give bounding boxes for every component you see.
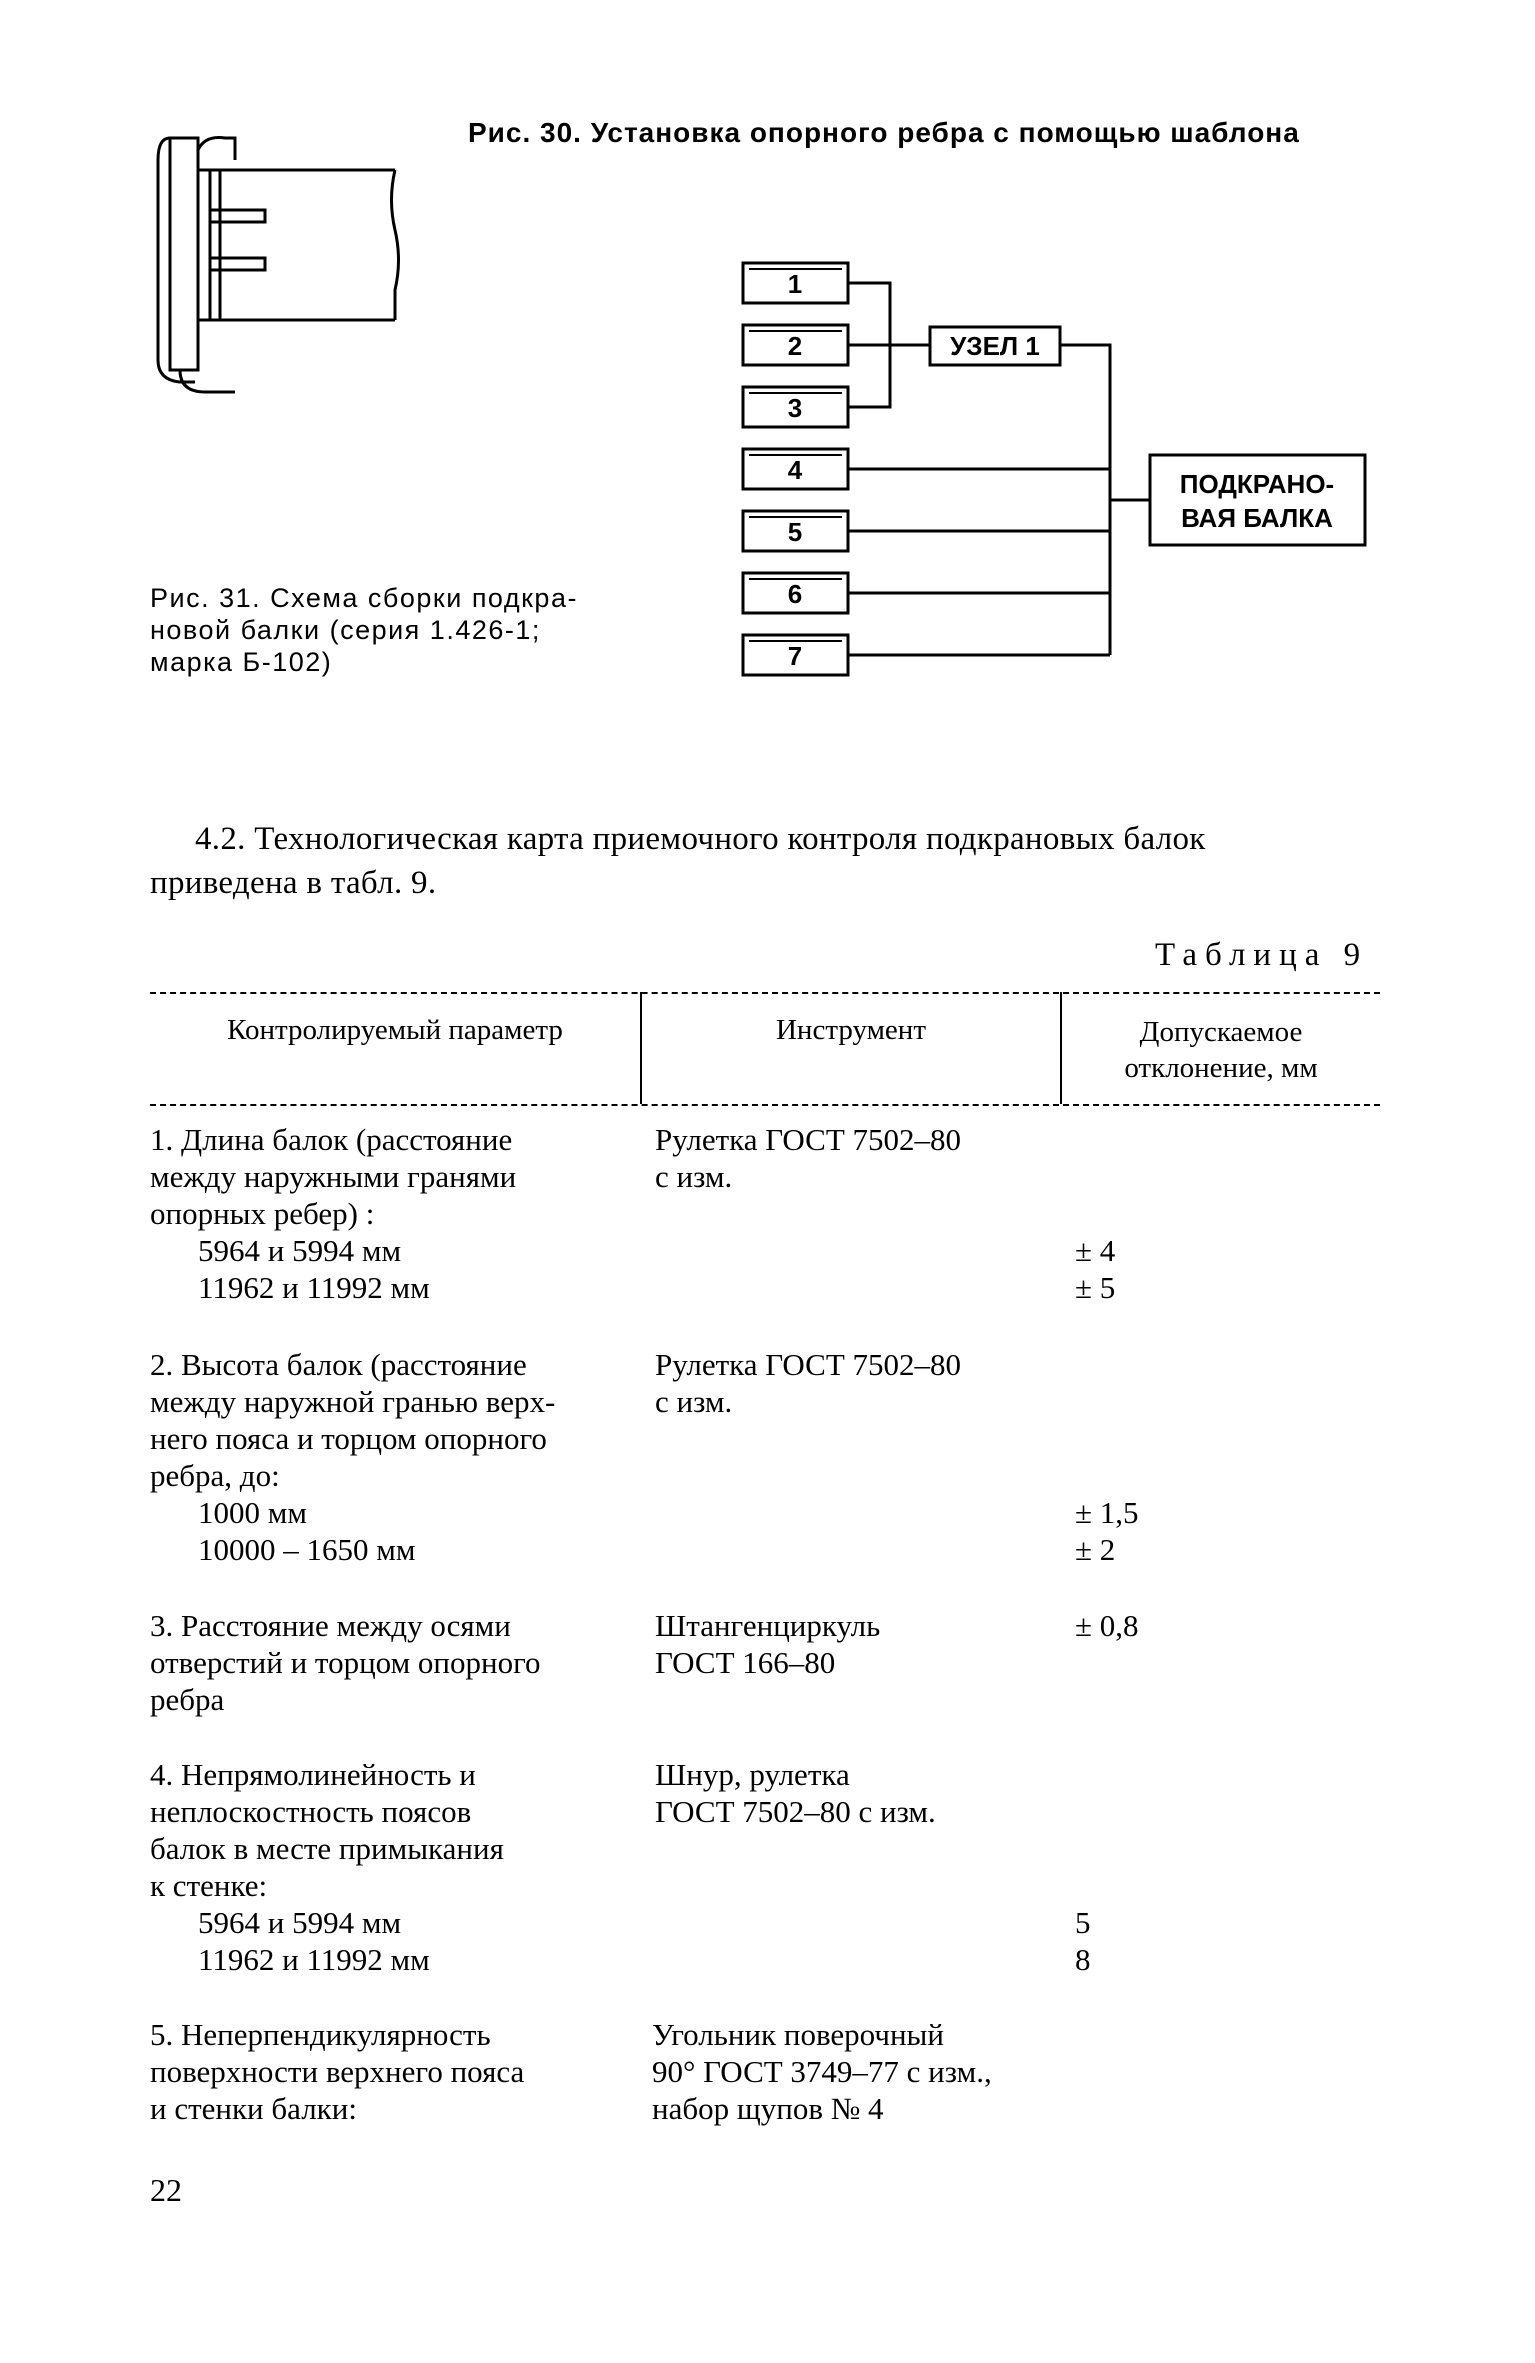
table-row-4-tolerance	[1075, 1904, 1375, 1978]
header-param: Контролируемый параметр	[227, 1014, 563, 1046]
param-subitem: 1000 мм	[198, 1495, 307, 1530]
param-line: неплоскостность поясов	[150, 1794, 472, 1829]
tolerance-value: 8	[1075, 1942, 1091, 1977]
param-line: отверстий и торцом опорного	[150, 1645, 541, 1680]
instrument-line: Угольник поверочный	[652, 2017, 944, 2052]
param-line: между наружными гранями	[150, 1159, 517, 1194]
param-subitem: 11962 и 11992 мм	[198, 1270, 430, 1305]
instrument-line: с изм.	[655, 1159, 733, 1194]
table-row-1-param	[150, 1121, 650, 1306]
fig31-caption-line: новой балки (серия 1.426-1;	[150, 615, 541, 645]
fig31-caption	[150, 582, 660, 678]
tolerance-value: ± 1,5	[1075, 1495, 1139, 1530]
instrument-line: 90° ГОСТ 3749–77 с изм.,	[652, 2054, 992, 2089]
table-row-4-instrument	[655, 1756, 1075, 1830]
fig31-box-2: 2	[787, 331, 803, 361]
param-line: опорных ребер) :	[150, 1196, 375, 1231]
param-line: него пояса и торцом опорного	[150, 1421, 547, 1456]
table-header-rule	[150, 1104, 1380, 1106]
table-row-4-param	[150, 1756, 650, 1978]
fig31-result-line1: ПОДКРАНО-	[1179, 469, 1335, 499]
param-subitem: 10000 – 1650 мм	[198, 1532, 416, 1567]
table-row-2-tolerance	[1075, 1494, 1375, 1568]
fig31-box-1: 1	[787, 269, 803, 299]
param-line: 1. Длина балок (расстояние	[150, 1122, 513, 1157]
table-row-3-instrument	[655, 1607, 1075, 1681]
fig31-caption-line: Рис. 31. Схема сборки подкра-	[150, 583, 578, 613]
instrument-line: с изм.	[655, 1384, 733, 1419]
fig31-caption-line: марка Б-102)	[150, 647, 333, 677]
table-row-1-tolerance	[1075, 1232, 1375, 1306]
param-subitem: 5964 и 5994 мм	[198, 1905, 402, 1940]
instrument-line: Штангенциркуль	[655, 1608, 881, 1643]
instrument-line: Рулетка ГОСТ 7502–80	[655, 1122, 962, 1157]
param-line: 3. Расстояние между осями	[150, 1608, 511, 1643]
instrument-line: Рулетка ГОСТ 7502–80	[655, 1347, 962, 1382]
paragraph-line1: 4.2. Технологическая карта приемочного контроля подкрановых балок	[195, 821, 1206, 857]
fig31-box-4: 4	[787, 455, 803, 485]
table-row-5-instrument	[652, 2016, 1092, 2127]
fig31-box-3: 3	[787, 393, 803, 423]
table-row-3-param	[150, 1607, 650, 1718]
fig31-diagram	[735, 255, 1375, 695]
table-row-1-instrument	[655, 1121, 1075, 1195]
instrument-line: ГОСТ 166–80	[655, 1645, 836, 1680]
fig30-drawing	[150, 130, 400, 400]
param-line: 5. Неперпендикулярность	[150, 2017, 491, 2052]
paragraph-line2: приведена в табл. 9.	[150, 865, 437, 901]
param-line: поверхности верхнего пояса	[150, 2054, 525, 2089]
instrument-line: набор щупов № 4	[652, 2091, 884, 2126]
tolerance-value: ± 4	[1075, 1233, 1116, 1268]
page-number: 22	[150, 2172, 182, 2208]
fig31-result-line2: ВАЯ БАЛКА	[1181, 503, 1333, 533]
tolerance-value: ± 2	[1075, 1532, 1116, 1567]
param-line: к стенке:	[150, 1868, 268, 1903]
tolerance-value: 5	[1075, 1905, 1091, 1940]
header-tolerance-line1: Допускаемое	[1139, 1016, 1303, 1048]
table-row-2-param	[150, 1346, 650, 1568]
instrument-line: ГОСТ 7502–80 с изм.	[655, 1794, 936, 1829]
param-line: балок в месте примыкания	[150, 1831, 504, 1866]
param-line: ребра, до:	[150, 1458, 280, 1493]
fig31-box-5: 5	[787, 517, 803, 547]
fig31-node-label: УЗЕЛ 1	[950, 331, 1040, 361]
fig30-caption: Рис. 30. Установка опорного ребра с помощью шаблона	[468, 117, 1300, 148]
table-top-rule	[150, 992, 1380, 994]
param-line: ребра	[150, 1682, 225, 1717]
table-row-2-instrument	[655, 1346, 1075, 1420]
table-row-3-tolerance: ± 0,8	[1075, 1608, 1139, 1643]
table-row-5-param	[150, 2016, 650, 2127]
param-line: 4. Непрямолинейность и	[150, 1757, 476, 1792]
param-line: 2. Высота балок (расстояние	[150, 1347, 527, 1382]
fig31-box-7: 7	[787, 641, 803, 671]
table-title: Таблица 9	[1155, 937, 1369, 973]
param-subitem: 11962 и 11992 мм	[198, 1942, 430, 1977]
param-line: и стенки балки:	[150, 2091, 357, 2126]
param-subitem: 5964 и 5994 мм	[198, 1233, 402, 1268]
fig31-box-6: 6	[787, 579, 803, 609]
tolerance-value: ± 5	[1075, 1270, 1116, 1305]
instrument-line: Шнур, рулетка	[655, 1757, 850, 1792]
header-instrument: Инструмент	[775, 1014, 926, 1046]
param-line: между наружной гранью верх-	[150, 1384, 556, 1419]
header-tolerance-line2: отклонение, мм	[1124, 1052, 1318, 1084]
